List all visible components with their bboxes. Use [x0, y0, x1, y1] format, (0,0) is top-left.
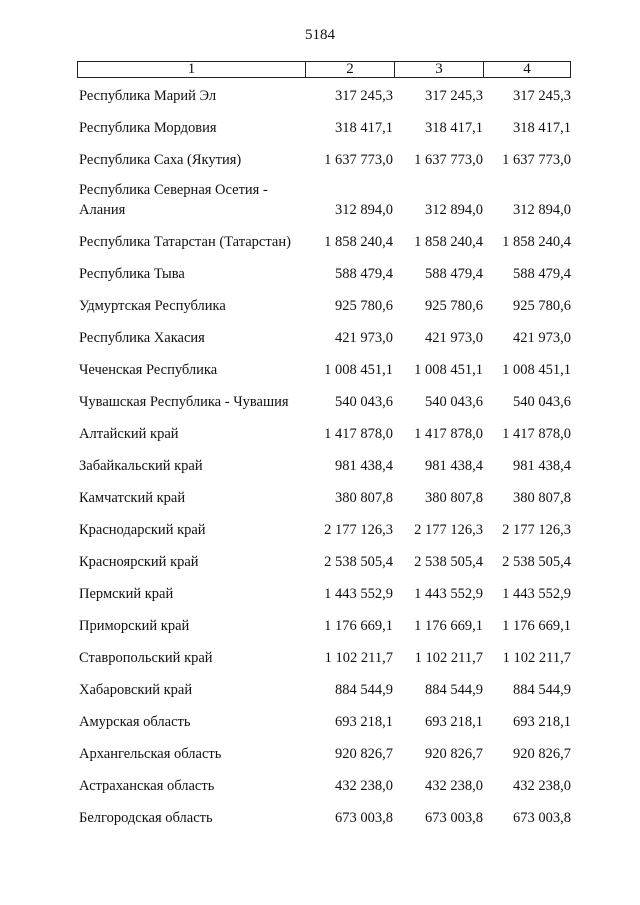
value-column-3: 1 176 669,1 [414, 618, 483, 634]
value-column-4: 540 043,6 [513, 394, 571, 410]
region-name: Удмуртская Республика [79, 298, 226, 314]
value-column-4: 421 973,0 [513, 330, 571, 346]
value-column-2: 1 858 240,4 [324, 234, 393, 250]
region-name: Республика Саха (Якутия) [79, 152, 242, 168]
region-name: Амурская область [79, 714, 191, 730]
table-body [77, 78, 577, 832]
table-row [77, 480, 577, 512]
table-row [77, 174, 577, 224]
value-column-4: 981 438,4 [513, 458, 571, 474]
value-column-2: 380 807,8 [335, 490, 393, 506]
value-column-3: 312 894,0 [425, 202, 483, 218]
value-column-4: 925 780,6 [513, 298, 571, 314]
table-row [77, 142, 577, 174]
table-row [77, 544, 577, 576]
table-row [77, 78, 577, 110]
value-column-3: 2 177 126,3 [414, 522, 483, 538]
table-row [77, 352, 577, 384]
value-column-4: 380 807,8 [513, 490, 571, 506]
value-column-2: 884 544,9 [335, 682, 393, 698]
value-column-2: 432 238,0 [335, 778, 393, 794]
region-name: Забайкальский край [79, 458, 203, 474]
value-column-3: 884 544,9 [425, 682, 483, 698]
value-column-3: 318 417,1 [425, 120, 483, 136]
value-column-2: 421 973,0 [335, 330, 393, 346]
value-column-4: 2 177 126,3 [502, 522, 571, 538]
value-column-4: 2 538 505,4 [502, 554, 571, 570]
table-row [77, 640, 577, 672]
region-name: Камчатский край [79, 490, 186, 506]
value-column-3: 920 826,7 [425, 746, 483, 762]
region-name: Республика Северная Осетия - Алания [79, 182, 268, 218]
region-name: Алтайский край [79, 426, 179, 442]
table-row [77, 256, 577, 288]
table-row [77, 512, 577, 544]
value-column-3: 1 443 552,9 [414, 586, 483, 602]
region-name: Приморский край [79, 618, 190, 634]
table-row [77, 448, 577, 480]
value-column-4: 1 417 878,0 [502, 426, 571, 442]
region-name: Республика Хакасия [79, 330, 205, 346]
value-column-2: 673 003,8 [335, 810, 393, 826]
region-name: Белгородская область [79, 810, 213, 826]
table-row [77, 768, 577, 800]
value-column-3: 693 218,1 [425, 714, 483, 730]
value-column-2: 540 043,6 [335, 394, 393, 410]
value-column-3: 1 417 878,0 [414, 426, 483, 442]
table-row [77, 704, 577, 736]
value-column-2: 317 245,3 [335, 88, 393, 104]
value-column-2: 1 637 773,0 [324, 152, 393, 168]
value-column-4: 884 544,9 [513, 682, 571, 698]
value-column-2: 312 894,0 [335, 202, 393, 218]
table-header [77, 61, 571, 78]
table-row [77, 110, 577, 142]
column-header-4: 4 [523, 61, 531, 77]
value-column-2: 925 780,6 [335, 298, 393, 314]
column-header-3: 3 [395, 62, 484, 77]
value-column-2: 920 826,7 [335, 746, 393, 762]
table-row [77, 576, 577, 608]
table-row [77, 224, 577, 256]
value-column-3: 2 538 505,4 [414, 554, 483, 570]
value-column-3: 1 102 211,7 [414, 650, 483, 666]
region-name: Республика Мордовия [79, 120, 217, 136]
value-column-4: 920 826,7 [513, 746, 571, 762]
value-column-3: 380 807,8 [425, 490, 483, 506]
table-row [77, 384, 577, 416]
region-name: Чувашская Республика - Чувашия [79, 394, 289, 410]
value-column-2: 1 417 878,0 [324, 426, 393, 442]
region-name: Республика Тыва [79, 266, 185, 282]
value-column-4: 312 894,0 [513, 202, 571, 218]
value-column-2: 981 438,4 [335, 458, 393, 474]
value-column-4: 1 008 451,1 [502, 362, 571, 378]
region-name: Хабаровский край [79, 682, 193, 698]
value-column-4: 1 443 552,9 [502, 586, 571, 602]
value-column-2: 1 008 451,1 [324, 362, 393, 378]
value-column-2: 2 177 126,3 [324, 522, 393, 538]
value-column-2: 318 417,1 [335, 120, 393, 136]
column-header-2: 2 [306, 62, 395, 77]
value-column-2: 588 479,4 [335, 266, 393, 282]
table-row [77, 416, 577, 448]
value-column-2: 2 538 505,4 [324, 554, 393, 570]
region-name: Чеченская Республика [79, 362, 218, 378]
value-column-2: 1 443 552,9 [324, 586, 393, 602]
region-name: Красноярский край [79, 554, 199, 570]
table-row [77, 288, 577, 320]
table-row [77, 608, 577, 640]
value-column-2: 1 102 211,7 [324, 650, 393, 666]
value-column-4: 317 245,3 [513, 88, 571, 104]
table-row [77, 320, 577, 352]
region-name: Пермский край [79, 586, 174, 602]
value-column-3: 925 780,6 [425, 298, 483, 314]
value-column-4: 1 637 773,0 [502, 152, 571, 168]
value-column-3: 1 637 773,0 [414, 152, 483, 168]
value-column-4: 432 238,0 [513, 778, 571, 794]
table-row [77, 800, 577, 832]
value-column-3: 673 003,8 [425, 810, 483, 826]
table-row [77, 736, 577, 768]
value-column-3: 317 245,3 [425, 88, 483, 104]
column-header-1: 1 [78, 62, 306, 77]
value-column-2: 1 176 669,1 [324, 618, 393, 634]
value-column-4: 693 218,1 [513, 714, 571, 730]
value-column-3: 432 238,0 [425, 778, 483, 794]
value-column-4: 1 176 669,1 [502, 618, 571, 634]
value-column-3: 1 858 240,4 [414, 234, 483, 250]
region-name: Республика Татарстан (Татарстан) [79, 234, 291, 250]
value-column-3: 981 438,4 [425, 458, 483, 474]
region-name: Астраханская область [79, 778, 215, 794]
value-column-2: 693 218,1 [335, 714, 393, 730]
value-column-3: 540 043,6 [425, 394, 483, 410]
region-name: Республика Марий Эл [79, 88, 217, 104]
table-row [77, 672, 577, 704]
value-column-4: 673 003,8 [513, 810, 571, 826]
value-column-4: 1 102 211,7 [502, 650, 571, 666]
value-column-4: 318 417,1 [513, 120, 571, 136]
value-column-4: 1 858 240,4 [502, 234, 571, 250]
value-column-3: 1 008 451,1 [414, 362, 483, 378]
region-name: Ставропольский край [79, 650, 213, 666]
page-number: 5184 [305, 27, 335, 43]
region-name: Архангельская область [79, 746, 222, 762]
value-column-3: 421 973,0 [425, 330, 483, 346]
value-column-3: 588 479,4 [425, 266, 483, 282]
value-column-4: 588 479,4 [513, 266, 571, 282]
region-name: Краснодарский край [79, 522, 206, 538]
